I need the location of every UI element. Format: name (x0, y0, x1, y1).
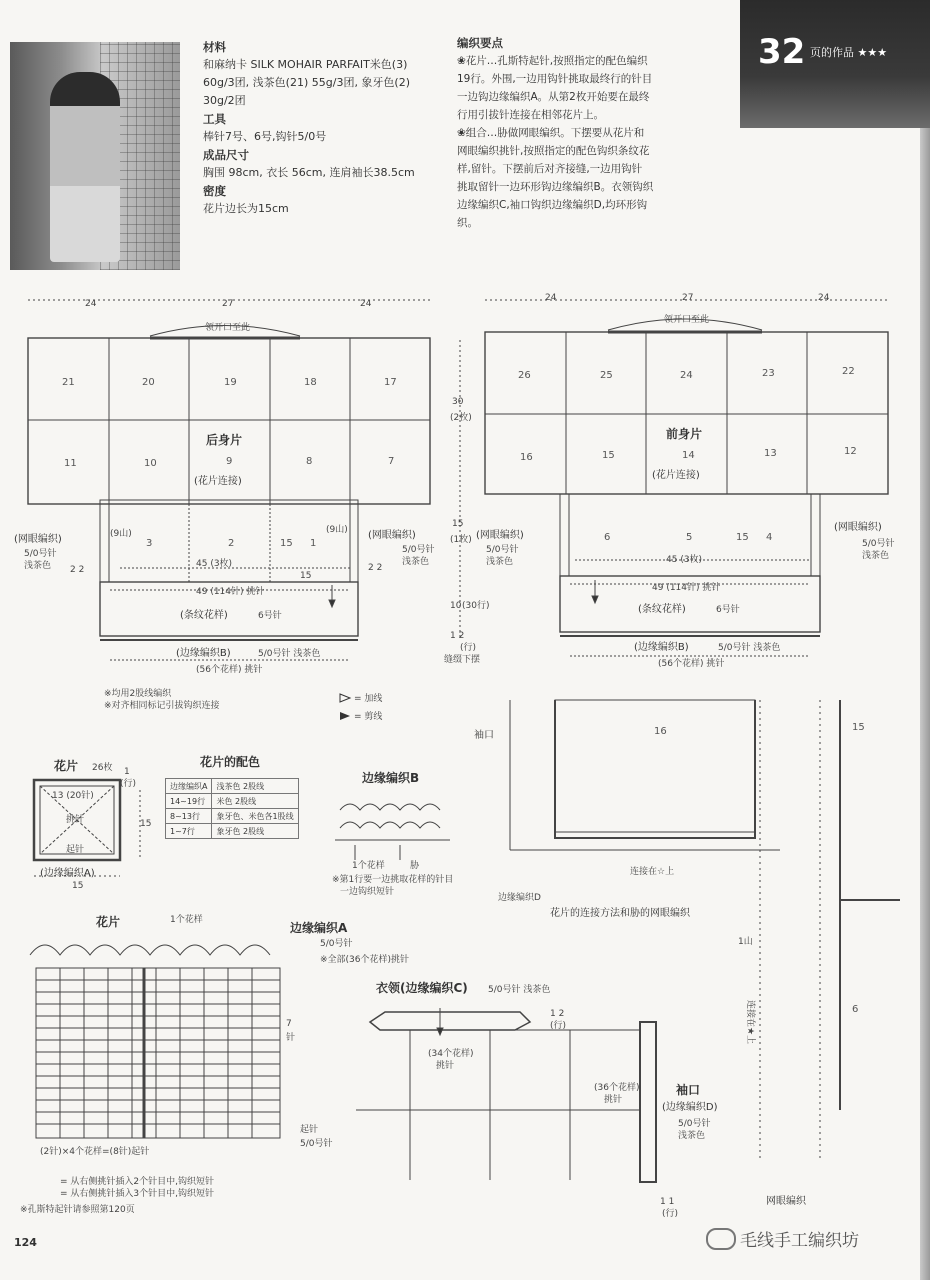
color-table (165, 778, 299, 839)
back-mesh-right-info: 浅茶色 (402, 557, 430, 567)
front-dim-center: 27 (682, 293, 694, 303)
back-fifteen: 15 (300, 571, 312, 581)
table-cell: 1~7行 (166, 824, 212, 839)
table-row (166, 794, 299, 809)
back-dim-left: 24 (85, 299, 97, 309)
back-cell-2: 2 (228, 538, 235, 549)
size-title: 成品尺寸 (203, 148, 249, 162)
motif-count: 26枚 (92, 763, 113, 773)
motif-center-1: 13 (20针) (52, 791, 94, 801)
motif-chart-grid (30, 945, 280, 1138)
collar-pick: (34个花样) (428, 1049, 474, 1059)
back-neck-label: 领开口至此 (205, 323, 251, 333)
front-stripe-needle: 6号针 (716, 605, 740, 615)
front-dim-right: 24 (818, 293, 830, 303)
motif-chart-edge-a: 边缘编织A (290, 921, 348, 935)
joining-diagram (510, 700, 900, 1160)
center-h12-sub: (行) (460, 643, 477, 653)
front-edge-b-info: 5/0号针 浅茶色 (718, 643, 781, 653)
notes-title: 编织要点 (457, 36, 503, 50)
table-row (166, 779, 299, 794)
edge-b-chart (335, 804, 450, 860)
motif-title: 花片 (54, 759, 79, 773)
cuff-title: 袖口 (676, 1083, 701, 1097)
center-h30-sub: (2枚) (450, 413, 472, 423)
notes-line: 网眼编织挑针,按照指定的配色钩织条纹花 (457, 145, 650, 157)
edge-b-note-2: 一边钩织短针 (340, 887, 395, 897)
front-cell-5: 5 (686, 532, 693, 543)
wechat-icon (706, 1228, 736, 1250)
cuff-pick-2: 挑针 (604, 1095, 623, 1105)
back-cell-7: 7 (388, 456, 395, 467)
joining-sleeve: 袖口 (474, 730, 494, 741)
notes-line: 一边钩边缘编织A。从第2枚开始要在最终 (457, 91, 650, 103)
motif-chart-edge-a-note: ※全部(36个花样)挑针 (320, 955, 410, 965)
edge-b-side: 胁 (410, 861, 420, 871)
table-cell: 米色 2股线 (212, 794, 298, 809)
watermark (706, 1226, 859, 1251)
joining-one-shan: 1山 (738, 937, 753, 947)
legend-note-2: ※对齐相同标记引拔钩织连接 (104, 701, 220, 711)
front-neck-label: 领开口至此 (664, 315, 710, 325)
tools-title: 工具 (203, 112, 226, 126)
materials-line: 和麻纳卡 SILK MOHAIR PARFAIT米色(3) (203, 58, 408, 71)
motif-size-v: 15 (140, 819, 152, 829)
front-mesh-right-info: 5/0号针 (862, 539, 895, 549)
back-mesh-left-info: 浅茶色 (24, 561, 52, 571)
size-text: 胸围 98cm, 衣长 56cm, 连肩袖长38.5cm (203, 166, 415, 179)
back-cell-17: 17 (384, 377, 397, 388)
motif-size-h: 15 (72, 881, 84, 891)
front-mesh-left-info: 5/0号针 (486, 545, 519, 555)
table-cell: 边缘编织A (166, 779, 212, 794)
motif-chart-repeat: (2针)×4个花样=(8针)起针 (40, 1147, 150, 1157)
motif-chart-note: ※孔斯特起针请参照第120页 (20, 1205, 135, 1215)
back-hem-width: 45 (3枚) (196, 559, 233, 569)
page-number: 124 (14, 1236, 37, 1249)
materials-line: 30g/2团 (203, 94, 246, 107)
legend-note-1: ※均用2股线编织 (104, 689, 172, 699)
front-edge-b: (边缘编织B) (634, 642, 689, 653)
joining-side: 连接在★上 (745, 1000, 755, 1045)
cut-icon (340, 712, 350, 720)
tools-text: 棒针7号、6号,钩针5/0号 (203, 130, 327, 143)
back-cell-11: 11 (64, 458, 77, 469)
front-cell-24: 24 (680, 370, 693, 381)
table-row (166, 824, 299, 839)
motif-chart-rows: 针 (286, 1033, 296, 1043)
watermark-text: 毛线手工编织坊 (740, 1231, 859, 1251)
back-mesh-left-info: 5/0号针 (24, 549, 57, 559)
front-cell-15: 15 (602, 450, 615, 461)
legend-cut: = 剪线 (354, 712, 383, 722)
front-dim-left: 24 (545, 293, 557, 303)
badge-text: 页的作品 ★★★ (810, 46, 888, 59)
joining-edge-d: 边缘编织D (498, 893, 541, 903)
notes-line: 挑取留针一边环形钩边缘编织B。衣领钩织 (457, 181, 654, 193)
motif-chart-start-needle: 5/0号针 (300, 1139, 333, 1149)
back-dim-center: 27 (222, 299, 234, 309)
back-cell-15: 15 (280, 538, 293, 549)
cuff-info-2: 浅茶色 (678, 1131, 706, 1141)
front-cell-13: 13 (764, 448, 777, 459)
joining-seam: 连接在☆上 (630, 867, 675, 877)
motif-chart-start: 起针 (300, 1125, 319, 1135)
notes-line: ❀组合…胁做网眼编织。下摆要从花片和 (457, 127, 645, 139)
materials-title: 材料 (203, 40, 226, 54)
notes-line: 19行。外围,一边用钩针挑取最终行的针目 (457, 73, 653, 85)
back-nine-left: (9山) (110, 529, 132, 539)
notes-line: 行用引拔针连接在相邻花片上。 (457, 109, 604, 121)
back-mesh-right-info: 5/0号针 (402, 545, 435, 555)
table-row (166, 809, 299, 824)
back-stripe-needle: 6号针 (258, 611, 282, 621)
front-mesh-right-info: 浅茶色 (862, 551, 890, 561)
notes-line: ❀花片…孔斯特起针,按照指定的配色编织 (457, 55, 648, 67)
back-mesh-right: (网眼编织) (368, 530, 416, 541)
front-mesh-left: (网眼编织) (476, 530, 524, 541)
back-cell-8: 8 (306, 456, 313, 467)
front-subtitle: (花片连接) (652, 470, 700, 481)
back-dim-right: 24 (360, 299, 372, 309)
front-cell-16: 16 (520, 452, 533, 463)
front-cell-15b: 15 (736, 532, 749, 543)
cuff-info-1: 5/0号针 (678, 1119, 711, 1129)
table-cell: 象牙色 2股线 (212, 824, 298, 839)
badge-number: 32 (758, 32, 806, 72)
table-cell: 8~13行 (166, 809, 212, 824)
cuff-pick: (36个花样) (594, 1083, 640, 1093)
front-cell-4: 4 (766, 532, 773, 543)
front-cell-12: 12 (844, 446, 857, 457)
edge-b-one: 1个花样 (352, 861, 385, 871)
front-mesh-left-info: 浅茶色 (486, 557, 514, 567)
front-mesh-right: (网眼编织) (834, 522, 882, 533)
back-edge-b-pick: (56个花样) 挑针 (196, 665, 263, 675)
joining-mesh: 网眼编织 (766, 1196, 806, 1207)
back-stripe: (条纹花样) (180, 610, 228, 621)
back-cell-21: 21 (62, 377, 75, 388)
back-title: 后身片 (206, 433, 243, 447)
joining-6: 6 (852, 1004, 859, 1015)
joining-16: 16 (654, 726, 667, 737)
collar-info: 5/0号针 浅茶色 (488, 985, 551, 995)
back-cell-10: 10 (144, 458, 157, 469)
color-table-title: 花片的配色 (200, 755, 261, 769)
front-edge-b-pick: (56个花样) 挑针 (658, 659, 725, 669)
edge-b-title: 边缘编织B (362, 771, 420, 785)
front-cell-6: 6 (604, 532, 611, 543)
front-cell-23: 23 (762, 368, 775, 379)
center-h10-sub: (30行) (462, 601, 490, 611)
back-cell-20: 20 (142, 377, 155, 388)
notes-line: 样,留针。下摆前后对齐接缝,一边用钩针 (457, 163, 643, 175)
back-cell-9: 9 (226, 456, 233, 467)
front-stripe: (条纹花样) (638, 604, 686, 615)
front-cell-14: 14 (682, 450, 695, 461)
cuff-rows-sub: (行) (662, 1209, 679, 1219)
motif-chart-seven: 7 (286, 1019, 292, 1029)
symbol-2-text: = 从右侧挑针插入3个针目中,钩织短针 (60, 1189, 214, 1199)
joining-15: 15 (852, 722, 865, 733)
center-h10: 10 (450, 601, 462, 611)
center-h15: 15 (452, 519, 464, 529)
back-two-two-left: 2 2 (70, 565, 85, 575)
back-cell-18: 18 (304, 377, 317, 388)
legend-inc: = 加线 (354, 694, 383, 704)
increase-icon (340, 694, 350, 702)
front-cell-22: 22 (842, 366, 855, 377)
front-title: 前身片 (666, 427, 703, 441)
motif-one: 1 (124, 767, 130, 777)
collar-pick-2: 挑针 (436, 1061, 455, 1071)
symbol-1-text: = 从右侧挑针插入2个针目中,钩织短针 (60, 1177, 214, 1187)
front-cell-26: 26 (518, 370, 531, 381)
hem-seam-label: 缝缀下摆 (444, 655, 481, 665)
back-subtitle: (花片连接) (194, 476, 242, 487)
motif-rows: (行) (120, 779, 137, 789)
edge-b-note-1: ※第1行要一边挑取花样的针目 (332, 875, 454, 885)
back-mesh-left: (网眼编织) (14, 534, 62, 545)
table-cell: 象牙色、米色各1股线 (212, 809, 298, 824)
back-cell-3: 3 (146, 538, 153, 549)
motif-center-2: 挑针 (66, 815, 85, 825)
table-cell: 浅茶色 2股线 (212, 779, 298, 794)
center-h12: 1 2 (450, 631, 465, 641)
back-cell-19: 19 (224, 377, 237, 388)
motif-chart-edge-a-needle: 5/0号针 (320, 939, 353, 949)
front-cell-25: 25 (600, 370, 613, 381)
cuff-sub: (边缘编织D) (662, 1102, 718, 1113)
gauge-text: 花片边长为15cm (203, 202, 289, 215)
back-cell-1: 1 (310, 538, 317, 549)
back-nine-right: (9山) (326, 525, 348, 535)
front-hem-pick: 49 (114针) 挑针 (652, 583, 721, 593)
center-h15-sub: (1枚) (450, 535, 472, 545)
collar-rows-sub: (行) (550, 1021, 567, 1031)
center-h30: 30 (452, 397, 464, 407)
notes-line: 边缘编织C,袖口钩织边缘编织D,均环形钩 (457, 199, 648, 211)
motif-chart-one: 1个花样 (170, 915, 203, 925)
joining-title: 花片的连接方法和胁的网眼编织 (550, 908, 690, 919)
notes-line: 织。 (457, 217, 478, 229)
collar-title: 衣领(边缘编织C) (376, 981, 468, 995)
back-hem-pick: 49 (114针) 挑针 (196, 587, 265, 597)
gauge-title: 密度 (203, 184, 226, 198)
table-cell: 14~19行 (166, 794, 212, 809)
cuff-rows: 1 1 (660, 1197, 675, 1207)
motif-chart-title: 花片 (96, 915, 121, 929)
materials-line: 60g/3团, 浅茶色(21) 55g/3团, 象牙色(2) (203, 76, 411, 89)
back-edge-b: (边缘编织B) (176, 648, 231, 659)
motif-edge-a: (边缘编织A) (40, 868, 95, 879)
motif-center-3: 起针 (66, 845, 85, 855)
front-hem-width: 45 (3枚) (666, 555, 703, 565)
back-edge-b-info: 5/0号针 浅茶色 (258, 649, 321, 659)
back-two-two-right: 2 2 (368, 563, 383, 573)
collar-rows: 1 2 (550, 1009, 565, 1019)
